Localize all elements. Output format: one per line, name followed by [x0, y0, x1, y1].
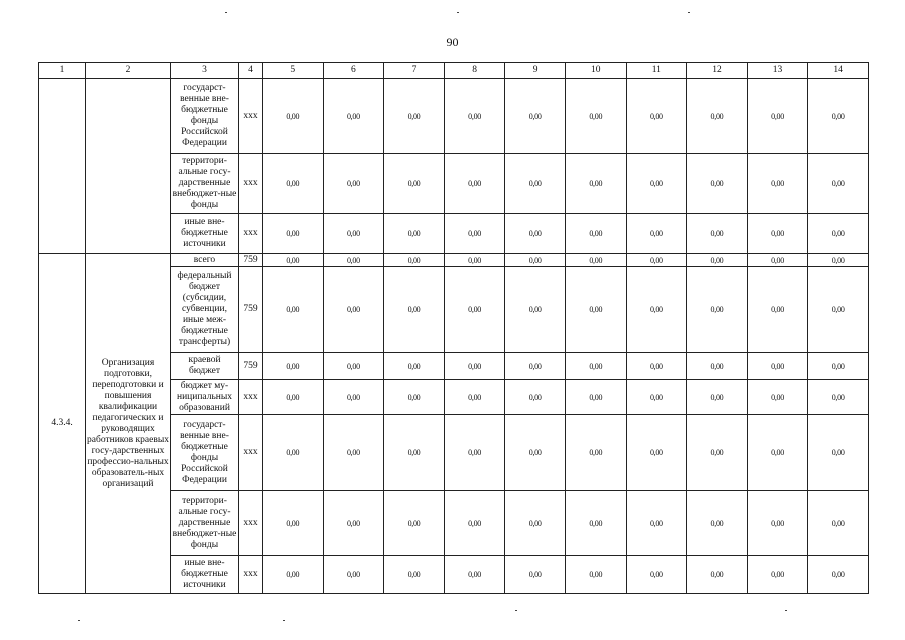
- funding-source-cell: государст-венные вне-бюджетные фонды Российской Федерации: [171, 79, 239, 154]
- value-cell: 0,00: [626, 79, 687, 154]
- code-cell: ххх: [239, 556, 263, 594]
- value-cell: 0,00: [444, 214, 505, 254]
- column-header: 13: [747, 63, 808, 79]
- scan-speck: [78, 620, 80, 621]
- value-cell: 0,00: [626, 154, 687, 214]
- value-cell: 0,00: [747, 79, 808, 154]
- value-cell: 0,00: [323, 214, 384, 254]
- value-cell: 0,00: [808, 214, 869, 254]
- scan-speck: [283, 620, 285, 621]
- value-cell: 0,00: [687, 214, 748, 254]
- value-cell: 0,00: [384, 380, 445, 415]
- value-cell: 0,00: [444, 556, 505, 594]
- budget-table: [38, 62, 869, 594]
- value-cell: 0,00: [565, 491, 626, 556]
- code-cell: ххх: [239, 380, 263, 415]
- funding-source-cell: бюджет му-ниципальных образований: [171, 380, 239, 415]
- column-header: 1: [39, 63, 86, 79]
- value-cell: 0,00: [263, 154, 324, 214]
- value-cell: 0,00: [444, 254, 505, 267]
- value-cell: 0,00: [626, 415, 687, 491]
- value-cell: 0,00: [384, 267, 445, 353]
- value-cell: 0,00: [747, 353, 808, 380]
- value-cell: 0,00: [505, 380, 566, 415]
- value-cell: 0,00: [384, 254, 445, 267]
- value-cell: 0,00: [626, 267, 687, 353]
- scan-speck: [225, 12, 227, 13]
- value-cell: 0,00: [626, 380, 687, 415]
- code-cell: 759: [239, 353, 263, 380]
- value-cell: 0,00: [687, 254, 748, 267]
- column-header: 7: [384, 63, 445, 79]
- value-cell: 0,00: [565, 214, 626, 254]
- code-cell: ххх: [239, 214, 263, 254]
- value-cell: 0,00: [444, 267, 505, 353]
- header-row: [39, 63, 869, 79]
- value-cell: 0,00: [626, 214, 687, 254]
- code-cell: ххх: [239, 415, 263, 491]
- value-cell: 0,00: [505, 267, 566, 353]
- funding-source-cell: территори-альные госу-дарственные внебюджет-ные фонды: [171, 154, 239, 214]
- value-cell: 0,00: [263, 380, 324, 415]
- code-cell: 759: [239, 267, 263, 353]
- value-cell: 0,00: [687, 267, 748, 353]
- column-header: 3: [171, 63, 239, 79]
- value-cell: 0,00: [747, 491, 808, 556]
- value-cell: 0,00: [444, 415, 505, 491]
- value-cell: 0,00: [384, 214, 445, 254]
- column-header: 9: [505, 63, 566, 79]
- scan-speck: [457, 12, 459, 13]
- value-cell: 0,00: [444, 154, 505, 214]
- value-cell: 0,00: [384, 353, 445, 380]
- value-cell: 0,00: [323, 491, 384, 556]
- value-cell: 0,00: [626, 556, 687, 594]
- value-cell: 0,00: [263, 415, 324, 491]
- value-cell: 0,00: [384, 154, 445, 214]
- value-cell: 0,00: [565, 415, 626, 491]
- scan-speck: [688, 12, 690, 13]
- column-header: 5: [263, 63, 324, 79]
- value-cell: 0,00: [687, 380, 748, 415]
- value-cell: 0,00: [808, 267, 869, 353]
- value-cell: 0,00: [505, 254, 566, 267]
- scan-speck: [785, 610, 787, 611]
- value-cell: 0,00: [263, 267, 324, 353]
- value-cell: 0,00: [687, 79, 748, 154]
- table-row: [39, 79, 869, 154]
- value-cell: 0,00: [323, 79, 384, 154]
- value-cell: 0,00: [444, 79, 505, 154]
- value-cell: 0,00: [263, 254, 324, 267]
- code-cell: ххх: [239, 154, 263, 214]
- column-header: 14: [808, 63, 869, 79]
- empty-code-cell: [39, 79, 86, 254]
- value-cell: 0,00: [323, 267, 384, 353]
- value-cell: 0,00: [323, 380, 384, 415]
- value-cell: 0,00: [808, 353, 869, 380]
- value-cell: 0,00: [747, 267, 808, 353]
- value-cell: 0,00: [626, 353, 687, 380]
- scan-speck: [515, 610, 517, 611]
- value-cell: 0,00: [808, 415, 869, 491]
- section-name: Организация подготовки, переподготовки и повышения квалификации педагогических и руководящих работников краевых госу-дарственных профессио-нальных образователь-ных организаций: [86, 254, 171, 594]
- value-cell: 0,00: [808, 380, 869, 415]
- value-cell: 0,00: [444, 380, 505, 415]
- value-cell: 0,00: [323, 154, 384, 214]
- column-header: 4: [239, 63, 263, 79]
- value-cell: 0,00: [808, 154, 869, 214]
- table-body: [39, 79, 869, 594]
- table-row: [39, 254, 869, 267]
- value-cell: 0,00: [384, 556, 445, 594]
- value-cell: 0,00: [687, 556, 748, 594]
- value-cell: 0,00: [565, 380, 626, 415]
- value-cell: 0,00: [565, 353, 626, 380]
- empty-name-cell: [86, 79, 171, 254]
- column-header: 11: [626, 63, 687, 79]
- value-cell: 0,00: [263, 556, 324, 594]
- value-cell: 0,00: [505, 214, 566, 254]
- value-cell: 0,00: [384, 79, 445, 154]
- funding-source-cell: иные вне-бюджетные источники: [171, 214, 239, 254]
- value-cell: 0,00: [505, 556, 566, 594]
- value-cell: 0,00: [808, 254, 869, 267]
- value-cell: 0,00: [687, 154, 748, 214]
- value-cell: 0,00: [747, 254, 808, 267]
- code-cell: ххх: [239, 491, 263, 556]
- value-cell: 0,00: [747, 380, 808, 415]
- value-cell: 0,00: [505, 79, 566, 154]
- value-cell: 0,00: [626, 254, 687, 267]
- column-header: 2: [86, 63, 171, 79]
- value-cell: 0,00: [263, 491, 324, 556]
- value-cell: 0,00: [263, 353, 324, 380]
- value-cell: 0,00: [263, 214, 324, 254]
- funding-source-cell: краевой бюджет: [171, 353, 239, 380]
- value-cell: 0,00: [323, 254, 384, 267]
- value-cell: 0,00: [565, 154, 626, 214]
- funding-source-cell: иные вне-бюджетные источники: [171, 556, 239, 594]
- value-cell: 0,00: [687, 491, 748, 556]
- value-cell: 0,00: [505, 491, 566, 556]
- value-cell: 0,00: [505, 353, 566, 380]
- value-cell: 0,00: [687, 415, 748, 491]
- value-cell: 0,00: [323, 556, 384, 594]
- value-cell: 0,00: [687, 353, 748, 380]
- column-header: 8: [444, 63, 505, 79]
- value-cell: 0,00: [323, 415, 384, 491]
- funding-source-cell: государст-венные вне-бюджетные фонды Российской Федерации: [171, 415, 239, 491]
- funding-source-cell: федеральный бюджет (субсидии, субвенции, иные меж-бюджетные трансферты): [171, 267, 239, 353]
- value-cell: 0,00: [565, 556, 626, 594]
- value-cell: 0,00: [384, 491, 445, 556]
- value-cell: 0,00: [263, 79, 324, 154]
- code-cell: 759: [239, 254, 263, 267]
- value-cell: 0,00: [808, 491, 869, 556]
- value-cell: 0,00: [565, 79, 626, 154]
- value-cell: 0,00: [808, 79, 869, 154]
- funding-source-cell: всего: [171, 254, 239, 267]
- funding-source-cell: территори-альные госу-дарственные внебюджет-ные фонды: [171, 491, 239, 556]
- column-header: 6: [323, 63, 384, 79]
- value-cell: 0,00: [747, 556, 808, 594]
- value-cell: 0,00: [505, 154, 566, 214]
- code-cell: ххх: [239, 79, 263, 154]
- value-cell: 0,00: [565, 254, 626, 267]
- column-header: 10: [565, 63, 626, 79]
- value-cell: 0,00: [747, 214, 808, 254]
- value-cell: 0,00: [747, 154, 808, 214]
- section-code: 4.3.4.: [39, 254, 86, 594]
- value-cell: 0,00: [808, 556, 869, 594]
- value-cell: 0,00: [444, 353, 505, 380]
- column-header: 12: [687, 63, 748, 79]
- value-cell: 0,00: [565, 267, 626, 353]
- value-cell: 0,00: [384, 415, 445, 491]
- value-cell: 0,00: [747, 415, 808, 491]
- value-cell: 0,00: [626, 491, 687, 556]
- value-cell: 0,00: [444, 491, 505, 556]
- page-number: 90: [446, 35, 459, 49]
- value-cell: 0,00: [505, 415, 566, 491]
- value-cell: 0,00: [323, 353, 384, 380]
